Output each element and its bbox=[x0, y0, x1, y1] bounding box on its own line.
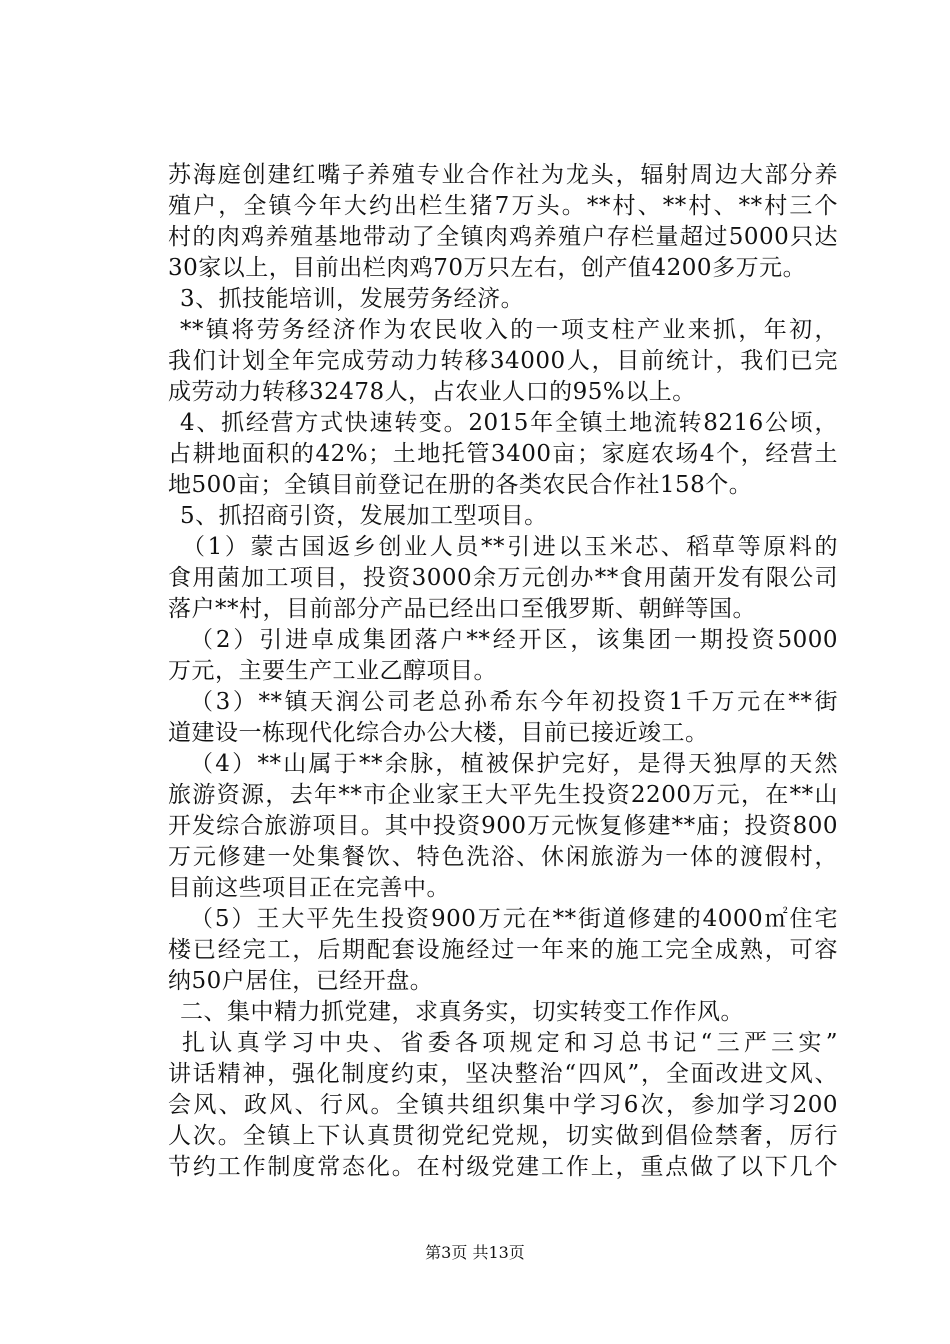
text-line: 节约工作制度常态化。在村级党建工作上，重点做了以下几个 bbox=[168, 1154, 838, 1180]
text-line: （3）**镇天润公司老总孙希东今年初投资1千万元在**街 bbox=[190, 689, 838, 715]
section-heading: 5、抓招商引资，发展加工型项目。 bbox=[180, 503, 548, 529]
text-line: 讲话精神，强化制度约束，坚决整治“四风”，全面改进文风、 bbox=[168, 1061, 838, 1087]
text-line: （2）引进卓成集团落户**经开区，该集团一期投资5000 bbox=[190, 627, 838, 653]
text-line: 30家以上，目前出栏肉鸡70万只左右，创产值4200多万元。 bbox=[168, 255, 807, 281]
text-line: 楼已经完工，后期配套设施经过一年来的施工完全成熟，可容 bbox=[168, 937, 838, 963]
text-line: 占耕地面积的42%；土地托管3400亩；家庭农场4个，经营土 bbox=[168, 441, 838, 467]
section-heading: 二、集中精力抓党建，求真务实，切实转变工作作风。 bbox=[180, 999, 744, 1025]
text-line: 纳50户居住，已经开盘。 bbox=[168, 968, 434, 994]
text-line: 殖户，全镇今年大约出栏生猪7万头。**村、**村、**村三个 bbox=[168, 193, 838, 219]
section-heading: 3、抓技能培训，发展劳务经济。 bbox=[180, 286, 525, 312]
text-line: 扎认真学习中央、省委各项规定和习总书记“三严三实” bbox=[182, 1030, 838, 1056]
text-line: 万元修建一处集餐饮、特色洗浴、休闲旅游为一体的渡假村， bbox=[168, 844, 838, 870]
text-line: 苏海庭创建红嘴子养殖专业合作社为龙头，辐射周边大部分养 bbox=[168, 162, 838, 188]
text-line: 4、抓经营方式快速转变。2015年全镇土地流转8216公顷， bbox=[180, 410, 838, 436]
text-line: **镇将劳务经济作为农民收入的一项支柱产业来抓，年初， bbox=[180, 317, 838, 343]
text-line: 食用菌加工项目，投资3000余万元创办**食用菌开发有限公司 bbox=[168, 565, 838, 591]
document-body bbox=[168, 160, 838, 1183]
page-number-footer: 第3页 共13页 bbox=[425, 1243, 525, 1262]
text-line: 道建设一栋现代化综合办公大楼，目前已接近竣工。 bbox=[168, 720, 709, 746]
text-line: （5）王大平先生投资900万元在**街道修建的4000㎡住宅 bbox=[190, 906, 838, 932]
text-line: 村的肉鸡养殖基地带动了全镇肉鸡养殖户存栏量超过5000只达 bbox=[168, 224, 838, 250]
text-line: 我们计划全年完成劳动力转移34000人，目前统计，我们已完 bbox=[168, 348, 838, 374]
text-line: 开发综合旅游项目。其中投资900万元恢复修建**庙；投资800 bbox=[168, 813, 838, 839]
text-line: 旅游资源，去年**市企业家王大平先生投资2200万元，在**山 bbox=[168, 782, 838, 808]
text-line: （4）**山属于**余脉，植被保护完好，是得天独厚的天然 bbox=[190, 751, 838, 777]
text-line: 会风、政风、行风。全镇共组织集中学习6次，参加学习200 bbox=[168, 1092, 838, 1118]
text-line: （1）蒙古国返乡创业人员**引进以玉米芯、稻草等原料的 bbox=[182, 534, 838, 560]
text-line: 目前这些项目正在完善中。 bbox=[168, 875, 450, 901]
text-line: 万元，主要生产工业乙醇项目。 bbox=[168, 658, 497, 684]
text-line: 人次。全镇上下认真贯彻党纪党规，切实做到倡俭禁奢，厉行 bbox=[168, 1123, 838, 1149]
text-line: 地500亩；全镇目前登记在册的各类农民合作社158个。 bbox=[168, 472, 753, 498]
text-line: 成劳动力转移32478人，占农业人口的95%以上。 bbox=[168, 379, 696, 405]
text-line: 落户**村，目前部分产品已经出口至俄罗斯、朝鲜等国。 bbox=[168, 596, 756, 622]
